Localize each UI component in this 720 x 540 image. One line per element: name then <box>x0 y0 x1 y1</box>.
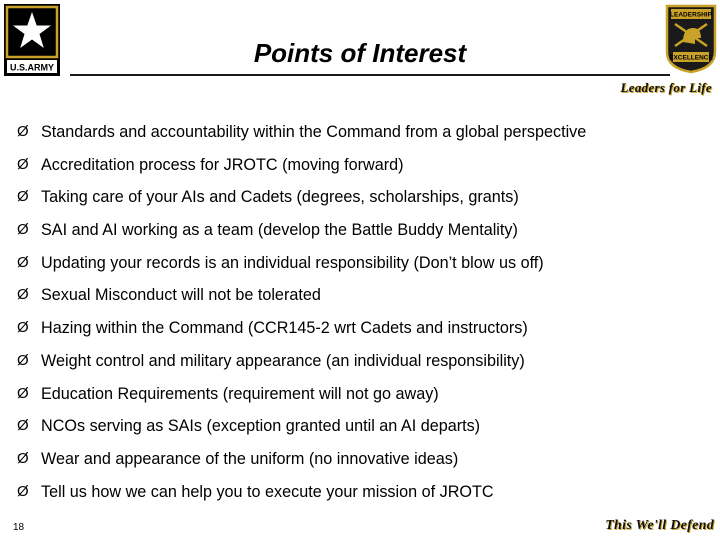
arrow-bullet-icon: Ø <box>17 155 29 173</box>
rotc-leadership-logo <box>663 2 719 74</box>
footer-motto: This We'll Defend <box>605 518 714 533</box>
list-item: Ø Standards and accountability within the Command from a global perspective <box>17 123 587 141</box>
rotc-logo-bottom-text: EXCELLENCE <box>669 54 713 62</box>
list-item: Ø Weight control and military appearance (an individual responsibility) <box>17 351 525 370</box>
arrow-bullet-icon: Ø <box>17 417 29 435</box>
title-divider <box>70 74 670 76</box>
arrow-bullet-icon: Ø <box>17 123 29 140</box>
arrow-bullet-icon: Ø <box>17 351 29 369</box>
page-number: 18 <box>13 522 25 533</box>
list-item: Ø Tell us how we can help you to execute your mission of JROTC <box>17 482 494 501</box>
arrow-bullet-icon: Ø <box>17 482 29 500</box>
list-item: Ø Taking care of your AIs and Cadets (degrees, scholarships, grants) <box>17 188 519 207</box>
list-item: Ø Sexual Misconduct will not be tolerated <box>17 286 321 305</box>
list-item: Ø Wear and appearance of the uniform (no innovative ideas) <box>17 449 459 468</box>
list-item: Ø Accreditation process for JROTC (moving forward) <box>17 155 404 174</box>
army-logo-text: U.S.ARMY <box>9 62 55 73</box>
list-item: Ø NCOs serving as SAIs (exception granted until an AI departs) <box>17 417 481 436</box>
arrow-bullet-icon: Ø <box>17 286 29 304</box>
arrow-bullet-icon: Ø <box>17 319 29 337</box>
list-item: Ø Updating your records is an individual responsibility (Don’t blow us off) <box>17 253 544 272</box>
tagline: Leaders for Life <box>620 80 712 95</box>
list-item: Ø Education Requirements (requirement will not go away) <box>17 384 439 403</box>
arrow-bullet-icon: Ø <box>17 253 29 271</box>
list-item: Ø Hazing within the Command (CCR145-2 wrt Cadets and instructors) <box>17 319 528 338</box>
arrow-bullet-icon: Ø <box>17 188 29 206</box>
arrow-bullet-icon: Ø <box>17 384 29 402</box>
rotc-logo-top-text: LEADERSHIP <box>670 11 712 19</box>
arrow-bullet-icon: Ø <box>17 449 29 467</box>
bullet-list <box>17 122 586 514</box>
page-title: Points of Interest <box>253 38 467 68</box>
arrow-bullet-icon: Ø <box>17 221 29 239</box>
list-item: Ø SAI and AI working as a team (develop the Battle Buddy Mentality) <box>17 221 518 240</box>
